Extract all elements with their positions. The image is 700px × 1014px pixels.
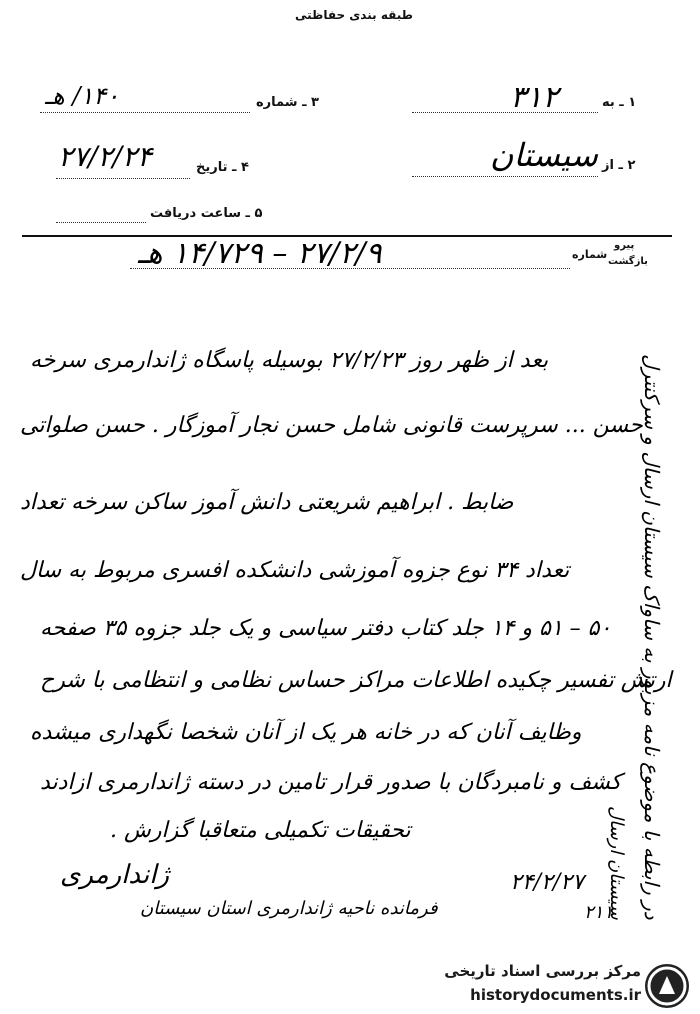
classification-header: طبقه بندی حفاظتی bbox=[295, 8, 413, 22]
reference-label-top: پیرو bbox=[614, 240, 635, 251]
body-line-5: ۵۰ – ۵۱ و ۱۴ جلد کتاب دفتر سیاسی و یک جلد جزوه ۳۵ صفحه bbox=[40, 616, 612, 641]
date-dotted-line bbox=[56, 178, 190, 179]
from-dotted-line bbox=[412, 176, 598, 177]
reference-label-number: شماره bbox=[572, 248, 608, 261]
from-label: ۲ ـ از bbox=[602, 158, 636, 173]
body-line-2: حسن ... سرپرست قانونی شامل حسن نجار آموزگار . حسن صلواتی bbox=[20, 413, 643, 438]
to-value: ۳۱۲ bbox=[510, 80, 559, 115]
reference-value: ۲۷/۲/۹ – ۱۴/۷۲۹ هـ bbox=[138, 236, 382, 271]
body-line-6: ارتش تفسیر چکیده اطلاعات مراکز حساس نظامی و انتظامی با شرح bbox=[40, 668, 672, 693]
margin-note: در رابطه با موضوع نامه مزبور به ساواک سیستان ارسال و سرکنترل bbox=[640, 354, 664, 920]
body-line-8: کشف و نامبردگان با صدور قرار تامین در دسته ژاندارمری ازادند bbox=[40, 770, 622, 795]
body-line-7: وظایف آنان که در خانه هر یک از آنان شخصا نگهداری میشده bbox=[30, 720, 582, 745]
body-line-9: تحقیقات تکمیلی متعاقبا گزارش . bbox=[110, 818, 411, 843]
from-value: سیستان bbox=[490, 136, 598, 174]
number-value: ۱۴۰/ هـ bbox=[45, 82, 120, 110]
sign-date: ۲۴/۲/۲۷ bbox=[510, 870, 584, 895]
body-line-4: تعداد ۳۴ نوع جزوه آموزشی دانشکده افسری مربوط به سال bbox=[20, 558, 570, 583]
reference-label-bottom: بازگشت bbox=[608, 256, 648, 267]
watermark-logo-icon bbox=[645, 964, 689, 1008]
date-label: ۴ ـ تاریخ bbox=[196, 160, 249, 175]
sign-role: فرمانده ناحیه ژاندارمری استان سیستان bbox=[140, 898, 438, 919]
margin-note-side: سیستان ارسال bbox=[606, 806, 627, 920]
watermark-url: historydocuments.ir bbox=[470, 986, 641, 1004]
received-label: ۵ ـ ساعت دریافت bbox=[150, 206, 263, 221]
sign-number: ۲۱۱ bbox=[584, 902, 614, 923]
body-line-3: ضابط . ابراهیم شریعتی دانش آموز ساکن سرخه تعداد bbox=[20, 490, 514, 515]
watermark-title: مرکز بررسی اسناد تاریخی bbox=[444, 962, 641, 980]
to-label: ۱ ـ به bbox=[602, 95, 637, 110]
body-line-1: بعد از ظهر روز ۲۷/۲/۲۳ بوسیله پاسگاه ژاندارمری سرخه bbox=[30, 348, 549, 373]
number-label: ۳ ـ شماره bbox=[256, 95, 319, 110]
received-dotted-line bbox=[56, 222, 146, 223]
number-dotted-line bbox=[40, 112, 250, 113]
signature: ژاندارمری bbox=[60, 860, 170, 890]
date-value: ۲۷/۲/۲۴ bbox=[58, 140, 153, 173]
to-dotted-line bbox=[412, 112, 598, 113]
